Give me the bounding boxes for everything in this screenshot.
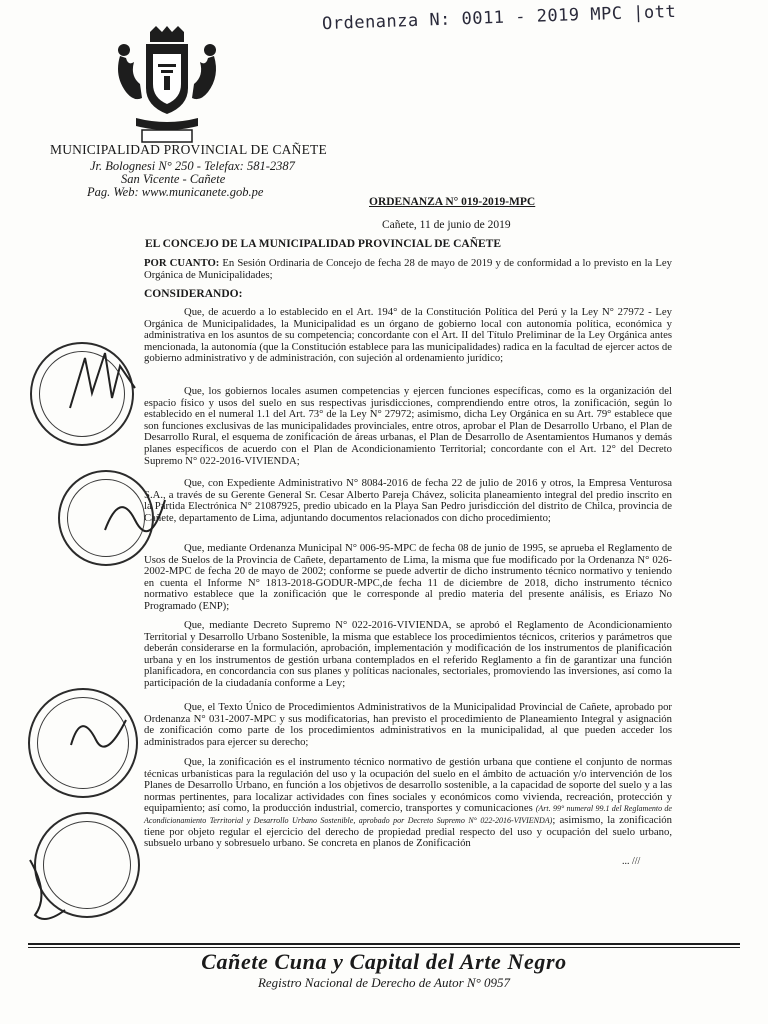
considerando-paragraph: Que, mediante Decreto Supremo N° 022-2016-VIVIENDA, se aprobó el Reglamento de Acondicionamiento Territorial y Desarrollo Urbano Sostenible, la misma que establece los procedimientos técnicos, criterios y parámetros que deberán considerarse en la formulación, aprobación, implementación y modificación de los instrumentos de planificación urbana y en los instrumentos de gestión urbana contemplados en el referido Reglamento a fin de garantizar una función planificadora, en concordancia con sus planes y políticas nacionales, sectoriales, promoviendo las inversiones, así como la participación de la ciudadanía conforme a Ley; bbox=[144, 619, 672, 689]
por-cuanto-text: En Sesión Ordinaria de Concejo de fecha 28 de mayo de 2019 y de conformidad a lo previsto en la Ley Orgánica de Municipalidades; bbox=[144, 257, 672, 281]
por-cuanto-section bbox=[144, 258, 672, 281]
signature-scribble bbox=[100, 480, 170, 550]
footer-divider bbox=[28, 947, 740, 948]
address-line: Pag. Web: www.municanete.gob.pe bbox=[87, 185, 264, 199]
signature-scribble bbox=[66, 705, 136, 765]
continuation-mark: ... /// bbox=[622, 856, 641, 867]
signature-scribble bbox=[20, 855, 80, 935]
considerando-paragraph: Que, con Expediente Administrativo N° 8084-2016 de fecha 22 de julio de 2016 y otros, la Empresa Venturosa S.A., a través de su Gerente General Sr. Cesar Alberto Pareja Chávez, solicita planeamiento integral del predio inscrito en la Partida Electrónica N° 21087925, predio ubicado en la Playa San Pedro jurisdicción del distrito de Chilca, provincia de Cañete, departamento de Lima, adjuntando documentos relacionados con dicho procedimiento; bbox=[144, 477, 672, 524]
footer-motto: Cañete Cuna y Capital del Arte Negro bbox=[201, 949, 567, 974]
considerando-paragraph: Que, los gobiernos locales asumen competencias y ejercen funciones específicas, como es la organización del espacio físico y usos del suelo en sus respectivas jurisdicciones, comprendiendo entre otros, la zonificación, según lo establecido en el numeral 1.1 del Art. 73° de la Ley N° 27972; asimismo, dicha Ley Orgánica en su Art. 79° establece que son funciones exclusivas de las municipalidades provinciales, entre otros, aprobar el Plan de Desarrollo Urbano, el Plan de Desarrollo Rural, el esquema de zonificación de áreas urbanas, el Plan de Desarrollo de Asentamientos Humanos y demás planes específicos de acuerdo con el Plan de Acondicionamiento Territorial; concordante con el Art. 12° del Decreto Supremo N° 022-2016-VIVIENDA; bbox=[144, 385, 672, 467]
considerando-paragraph: Que, mediante Ordenanza Municipal N° 006-95-MPC de fecha 08 de junio de 1995, se aprueba el Reglamento de Usos de Suelos de la Provincia de Cañete, departamento de Lima, la misma que fue modificado por la Ordenanza N° 026-2002-MPC de fecha 20 de mayo de 2002; conforme se puede advertir de dicho instrumento técnico normativo y teniendo en cuenta el Informe N° 1813-2018-GODUR-MPC,de fecha 11 de diciembre de 2018, dicho instrumento técnico normativo establece que la zonificación que le corresponde al predio materia del presente análisis, es Eriazo No Programado (ENP); bbox=[144, 542, 672, 612]
signature-scribble bbox=[60, 348, 150, 418]
municipal-crest-logo bbox=[112, 26, 222, 144]
footer-divider bbox=[28, 943, 740, 945]
ordinance-title: ORDENANZA N° 019-2019-MPC bbox=[369, 196, 536, 208]
considerando-paragraph: Que, el Texto Único de Procedimientos Administrativos de la Municipalidad Provincial de Cañete, aprobado por Ordenanza N° 031-2007-MPC y sus modificatorias, han previsto el procedimiento de Planeamiento Integral y asignación de zonificación como parte de los procedimientos administrativos en la municipalidad, al que pueden acceder los administrados para ejercer su derecho; bbox=[144, 701, 672, 748]
considerando-paragraph: Que, la zonificación es el instrumento técnico normativo de gestión urbana que contiene el conjunto de normas técnicas urbanísticas para la regulación del uso y la ocupación del suelo en el ámbito de actuación y/o intervención de los Planes de Desarrollo Urbano, en función a los objetivos de desarrollo sostenible, a la capacidad de soporte del suelo y a las normas pertinentes, para localizar actividades con fines sociales y económicos como vivienda, recreación, protección y equipamiento; así como, la producción industrial, comercio, transportes y comunicaciones (Art. 99° numeral 99.1 del Reglamento de Acondicionamiento Territorial y Desarrollo Urbano Sostenible, aprobado por Decreto Supremo N° 022-2016-VIVIENDA); asimismo, la zonificación tiene por objeto regular el ejercicio del derecho de propiedad predial respecto del uso y ocupación del suelo urbano, subsuelo urbano y sobresuelo urbano. Se concreta en planos de Zonificación bbox=[144, 756, 672, 850]
considerando-heading: CONSIDERANDO: bbox=[144, 288, 243, 300]
considerando-paragraph: Que, de acuerdo a lo establecido en el Art. 194° de la Constitución Política del Perú y la Ley N° 27972 - Ley Orgánica de Municipalidades, la Municipalidad es un órgano de gobierno local con autonomía política, económica y administrativa en los asuntos de su competencia; concordante con el Art. II del Título Preliminar de la Ley Orgánica antes mencionada, la autonomía (que la Constitución establece para las municipalidades) radica en la facultad de ejercer actos de gobierno administrativo y de administración, con sujeción al ordenamiento jurídico; bbox=[144, 306, 672, 365]
handwritten-annotation: Ordenanza N: 0011 - 2019 MPC |ott bbox=[321, 1, 677, 35]
issuer-heading: EL CONCEJO DE LA MUNICIPALIDAD PROVINCIAL DE CAÑETE bbox=[145, 238, 502, 250]
footer-registry: Registro Nacional de Derecho de Autor N° 0957 bbox=[257, 975, 511, 990]
address-line: Jr. Bolognesi N° 250 - Telefax: 581-2387 bbox=[90, 159, 295, 173]
municipality-name: MUNICIPALIDAD PROVINCIAL DE CAÑETE bbox=[50, 142, 327, 157]
legal-citation: (Art. 99° numeral 99.1 del Reglamento de Acondicionamiento Territorial y Desarrollo Urbano Sostenible, aprobado por Decreto Supremo N° 022-2016-VIVIENDA) bbox=[144, 804, 672, 825]
ordinance-date: Cañete, 11 de junio de 2019 bbox=[382, 219, 511, 231]
por-cuanto-label: POR CUANTO: bbox=[144, 257, 220, 269]
address-line: San Vicente - Cañete bbox=[121, 172, 226, 186]
